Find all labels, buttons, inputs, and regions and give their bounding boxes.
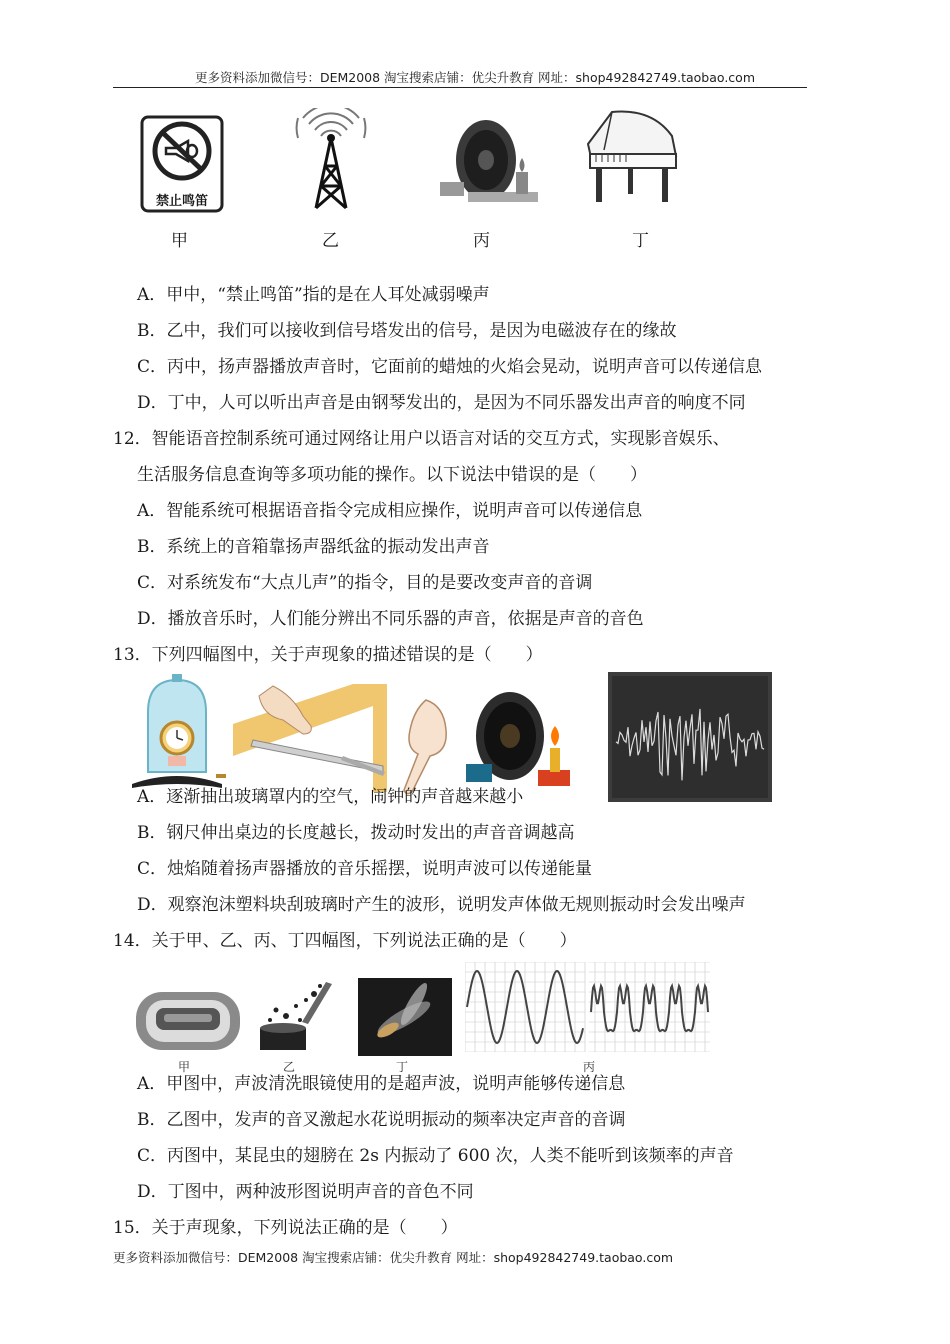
figure-ultrasonic-cleaner xyxy=(134,986,242,1056)
sign-text: 禁止鸣笛 xyxy=(155,194,208,209)
q14-option-a: A．甲图中，声波清洗眼镜使用的是超声波，说明声能够传递信息 xyxy=(137,1074,626,1094)
figure-signal-tower xyxy=(288,108,374,212)
q14-option-c: C．丙图中，某昆虫的翅膀在 2s 内振动了 600 次，人类不能听到该频率的声音 xyxy=(137,1146,734,1166)
figure-pointing-hand xyxy=(386,696,452,796)
figure-ruler-table xyxy=(233,676,387,792)
fig11-label-jia: 甲 xyxy=(171,231,188,251)
figure-bell-jar xyxy=(128,672,226,792)
q12-option-d: D．播放音乐时，人们能分辨出不同乐器的声音，依据是声音的音色 xyxy=(137,609,644,629)
q13-option-d: D．观察泡沫塑料块刮玻璃时产生的波形，说明发声体做无规则振动时会发出噪声 xyxy=(137,895,746,915)
q11-option-a: A．甲中，“禁止鸣笛”指的是在人耳处减弱噪声 xyxy=(137,285,490,305)
q12-option-b: B．系统上的音箱靠扬声器纸盆的振动发出声音 xyxy=(137,537,490,557)
fig14-label-yi: 乙 xyxy=(283,1060,296,1074)
header-rule xyxy=(113,87,807,88)
q13-option-b: B．钢尺伸出桌边的长度越长，拨动时发出的声音音调越高 xyxy=(137,823,575,843)
q11-option-d: D．丁中，人可以听出声音是由钢琴发出的，是因为不同乐器发出声音的响度不同 xyxy=(137,393,746,413)
fig11-label-yi: 乙 xyxy=(322,231,339,251)
q12-stem-line1: 12．智能语音控制系统可通过网络让用户以语言对话的交互方式，实现影音娱乐、 xyxy=(113,429,730,449)
page-footer: 更多资料添加微信号：DEM2008 淘宝搜索店铺：优尖升教育 网址：shop492842749.taobao.com xyxy=(113,1250,674,1265)
q13-option-c: C．烛焰随着扬声器播放的音乐摇摆，说明声波可以传递能量 xyxy=(137,859,593,879)
fig11-label-bing: 丙 xyxy=(473,231,490,251)
page-header: 更多资料添加微信号：DEM2008 淘宝搜索店铺：优尖升教育 网址：shop492842749.taobao.com xyxy=(194,70,756,85)
q12-option-c: C．对系统发布“大点儿声”的指令，目的是要改变声音的音调 xyxy=(137,573,593,593)
figure-no-horn-sign xyxy=(140,115,224,213)
figure-speaker-candle xyxy=(438,112,542,208)
q15-stem: 15．关于声现象，下列说法正确的是（ ） xyxy=(113,1218,458,1238)
figure-two-waveforms xyxy=(465,962,710,1052)
fig11-label-ding: 丁 xyxy=(632,231,649,251)
q11-option-c: C．丙中，扬声器播放声音时，它面前的蜡烛的火焰会晃动，说明声音可以传递信息 xyxy=(137,357,763,377)
figure-speaker-candle-2 xyxy=(462,686,578,794)
figure-insect xyxy=(358,978,452,1056)
figure-tuning-fork-splash xyxy=(256,976,340,1056)
fig14-label-bing: 丙 xyxy=(583,1060,596,1074)
q13-option-a: A．逐渐抽出玻璃罩内的空气，闹钟的声音越来越小 xyxy=(137,787,524,807)
q13-stem: 13．下列四幅图中，关于声现象的描述错误的是（ ） xyxy=(113,645,543,665)
fig14-label-jia: 甲 xyxy=(178,1060,191,1074)
q14-stem: 14．关于甲、乙、丙、丁四幅图，下列说法正确的是（ ） xyxy=(113,931,577,951)
figure-waveform-noise xyxy=(608,672,772,802)
figure-piano xyxy=(582,106,682,208)
fig14-label-ding: 丁 xyxy=(396,1060,409,1074)
q12-option-a: A．智能系统可根据语音指令完成相应操作，说明声音可以传递信息 xyxy=(137,501,643,521)
q14-option-b: B．乙图中，发声的音叉激起水花说明振动的频率决定声音的音调 xyxy=(137,1110,626,1130)
q11-option-b: B．乙中，我们可以接收到信号塔发出的信号，是因为电磁波存在的缘故 xyxy=(137,321,677,341)
q12-stem-line2: 生活服务信息查询等多项功能的操作。以下说法中错误的是（ ） xyxy=(137,465,647,485)
q14-option-d: D．丁图中，两种波形图说明声音的音色不同 xyxy=(137,1182,474,1202)
